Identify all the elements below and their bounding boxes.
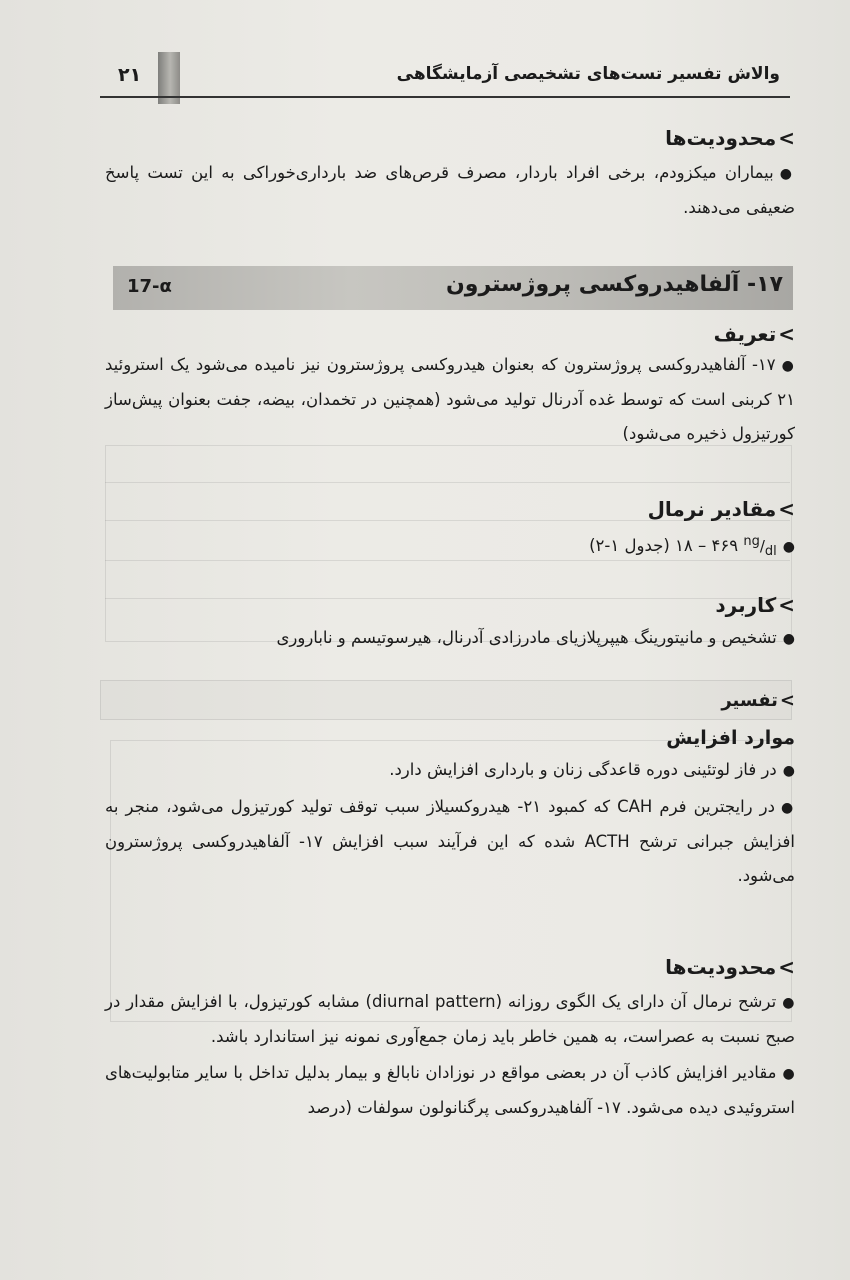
bullet-icon: ● (782, 995, 795, 1011)
limitations-section-bottom (105, 955, 795, 1125)
arrow-icon: > (779, 690, 795, 711)
section-heading: >محدودیت‌ها (665, 126, 795, 150)
limitations-item: ●مقادیر افزایش کاذب آن در بعضی مواقع در نوزادان نابالغ و بیمار بدلیل تداخل با سایر متابولیت‌های استروئیدی دیده می‌شود. ۱۷- آلفاهیدروکسی پرگنانولون سولفات (درصد (105, 1063, 795, 1117)
interpretation-section (105, 690, 795, 893)
banner-title: ۱۷- آلفاهیدروکسی پروژسترون (446, 272, 783, 297)
usage-paragraph: ●تشخیص و مانیتورینگ هیپرپلازیای مادرزادی آدرنال، هیرسوتیسم و ناباروری (276, 628, 795, 647)
limitations-paragraph: ●بیماران میکزودم، برخی افراد باردار، مصرف قرص‌های ضد بارداری‌خوراکی به این تست پاسخ ضعیفی می‌دهند. (105, 163, 795, 217)
definition-section (105, 322, 795, 451)
bullet-icon: ● (782, 631, 795, 647)
arrow-icon: > (778, 497, 795, 521)
interpretation-item: ●در فاز لوتئینی دوره قاعدگی زنان و بارداری افزایش دارد. (389, 760, 795, 779)
increase-subheading: موارد افزایش (666, 727, 795, 749)
banner-code: 17-α (127, 276, 172, 297)
book-title: والاش تفسیر تست‌های تشخیصی آزمایشگاهی (396, 64, 780, 84)
normal-values-line: $●^{ng}/_{dl}$ ۴۶۹ – ۱۸ (جدول ۱-۲) (105, 525, 795, 569)
section-heading: >تفسیر (721, 690, 795, 711)
page-number: ۲۱ (118, 64, 142, 86)
arrow-icon: > (778, 126, 795, 150)
page-header (100, 52, 790, 100)
bullet-icon: ● (780, 800, 795, 816)
arrow-icon: > (778, 593, 795, 617)
limitations-section-top (105, 126, 795, 225)
bullet-icon: ● (782, 1066, 795, 1082)
arrow-icon: > (778, 955, 795, 979)
section-heading: >مقادیر نرمال (647, 497, 795, 521)
bullet-icon: ● (781, 358, 796, 374)
normal-values-section (105, 497, 795, 569)
bleed-through-rule (105, 482, 790, 483)
bullet-icon: ● (782, 539, 795, 555)
definition-paragraph: ●۱۷- آلفاهیدروکسی پروژسترون که بعنوان هیدروکسی پروژسترون نیز نامیده می‌شود یک استروئید ۲۱ کربنی است که توسط غده آدرنال تولید می‌شود (همچنین در تخمدان، بیضه، جفت بعنوان پیش‌ساز کورتیزول ذخیره می‌شود) (105, 355, 796, 443)
header-rule (100, 96, 790, 98)
section-heading: >تعریف (713, 322, 795, 346)
section-banner (113, 266, 793, 310)
section-heading: >کاربرد (715, 593, 795, 617)
limitations-item: ●ترشح نرمال آن دارای یک الگوی روزانه (diurnal pattern) مشابه کورتیزول، با افزایش مقدار در صبح نسبت به عصراست، به همین خاطر باید زمان جمع‌آوری نمونه نیز استاندارد باشد. (105, 992, 795, 1046)
bullet-icon: ● (779, 166, 795, 182)
unit-fraction: $^{ng}/_{dl}$ (743, 534, 777, 559)
interpretation-item: ●در رایجترین فرم CAH که کمبود ۲۱- هیدروکسیلاز سبب توقف تولید کورتیزول می‌شود، منجر به افزایش جبرانی ترشح ACTH شده که این فرآیند سبب افزایش ۱۷- آلفاهیدروکسی پروژسترون می‌شود. (105, 797, 795, 885)
bullet-icon: ● (782, 763, 795, 779)
section-heading: >محدودیت‌ها (665, 955, 795, 979)
arrow-icon: > (778, 322, 795, 346)
usage-section (105, 593, 795, 656)
